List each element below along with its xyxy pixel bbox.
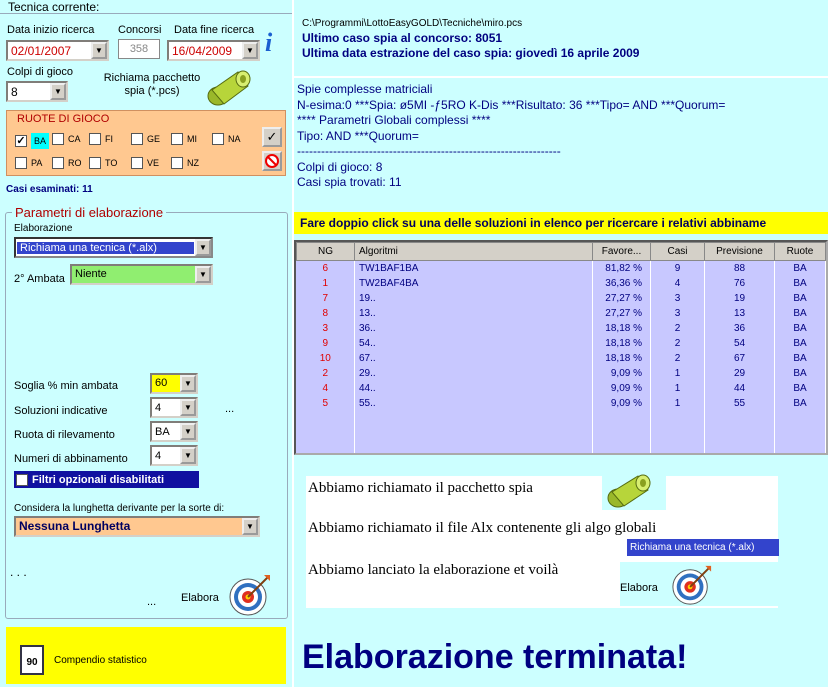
info-line: ------------------------------------------------------------------ <box>297 144 561 158</box>
ruota-rilevamento-label: Ruota di rilevamento <box>14 429 115 441</box>
table-cell: BA <box>775 381 826 396</box>
checkbox[interactable] <box>52 133 64 145</box>
table-cell <box>297 411 355 426</box>
lunghetta-label: Considera la lunghetta derivante per la sorte di: <box>14 503 225 514</box>
table-row[interactable] <box>297 321 826 336</box>
table-cell: 7 <box>297 291 355 306</box>
numeri-abbinamento-combo[interactable] <box>150 445 198 466</box>
table-cell: 54 <box>705 336 775 351</box>
table-cell: 13.. <box>355 306 593 321</box>
results-table[interactable] <box>296 242 826 455</box>
ambata2-combo[interactable] <box>70 264 213 285</box>
table-cell: 3 <box>297 321 355 336</box>
info-line: N-esima:0 ***Spia: ø5MI -ƒ5RO K-Dis ***Risultato: 36 ***Tipo= AND ***Quorum= <box>297 97 726 112</box>
table-cell: 4 <box>297 381 355 396</box>
ruota-checkbox-nz[interactable] <box>171 157 199 169</box>
table-cell <box>355 426 593 441</box>
note-2: Abbiamo richiamato il file Alx contenente gli algo globali <box>308 520 657 536</box>
table-cell: 9,09 % <box>593 366 651 381</box>
checkbox[interactable] <box>131 157 143 169</box>
ruota-checkbox-na[interactable] <box>212 133 241 145</box>
ruota-checkbox-to[interactable] <box>89 157 117 169</box>
table-cell: 18,18 % <box>593 351 651 366</box>
ruota-checkbox-fi[interactable] <box>89 133 113 145</box>
table-cell: BA <box>775 261 826 276</box>
chevron-down-icon[interactable]: ▼ <box>91 42 107 59</box>
table-cell <box>651 441 705 456</box>
table-cell: 76 <box>705 276 775 291</box>
filtri-checkbox[interactable] <box>16 474 28 486</box>
checkbox[interactable] <box>89 157 101 169</box>
table-cell: 81,82 % <box>593 261 651 276</box>
dots-2: ... <box>147 596 157 608</box>
data-fine-value: 16/04/2009 <box>172 43 233 58</box>
table-cell: BA <box>775 291 826 306</box>
ruota-checkbox-ve[interactable] <box>131 157 159 169</box>
ruota-label: FI <box>105 134 113 144</box>
chevron-down-icon[interactable]: ▼ <box>242 518 258 535</box>
ruote-title: RUOTE DI GIOCO <box>17 113 110 125</box>
table-cell <box>355 411 593 426</box>
final-message: Elaborazione terminata! <box>302 638 688 676</box>
table-cell: BA <box>775 321 826 336</box>
ruota-label: RO <box>68 158 82 168</box>
note-1-icon <box>602 470 666 510</box>
ruota-label: CA <box>68 134 81 144</box>
table-cell: 3 <box>651 306 705 321</box>
colpi-label: Colpi di gioco <box>7 66 74 78</box>
compendio-panel[interactable] <box>6 627 286 684</box>
numeri-abbinamento-value: 4 <box>155 449 162 462</box>
ultima-data: Ultima data estrazione del caso spia: giovedì 16 aprile 2009 <box>302 46 640 60</box>
instruction-text: Fare doppio click su una delle soluzioni in elenco per ricercare i relativi abbiname <box>300 216 767 230</box>
note-3-elabora-label: Elabora <box>620 582 658 594</box>
column-header[interactable]: Previsione <box>705 243 775 261</box>
soglia-value: 60 <box>152 375 180 392</box>
colpi-combo[interactable] <box>6 81 68 102</box>
table-cell: 55 <box>705 396 775 411</box>
ruote-box <box>6 110 286 176</box>
chevron-down-icon[interactable]: ▼ <box>180 423 196 440</box>
soluzioni-label: Soluzioni indicative <box>14 405 108 417</box>
table-row[interactable] <box>297 291 826 306</box>
soluzioni-combo[interactable] <box>150 397 198 418</box>
info-line: Tipo: AND ***Quorum= <box>297 128 419 143</box>
results-table-wrap[interactable] <box>294 240 828 455</box>
table-cell: 19.. <box>355 291 593 306</box>
ruota-label: NZ <box>187 158 199 168</box>
table-cell: TW2BAF4BA <box>355 276 593 291</box>
table-cell <box>593 441 651 456</box>
table-cell: 2 <box>297 366 355 381</box>
table-row[interactable] <box>297 276 826 291</box>
table-cell: 18,18 % <box>593 336 651 351</box>
chevron-down-icon[interactable]: ▼ <box>180 399 196 416</box>
table-row[interactable] <box>297 426 826 441</box>
table-cell: BA <box>775 336 826 351</box>
dots-1: . . . <box>10 565 27 579</box>
table-cell <box>651 411 705 426</box>
elabora-button[interactable] <box>228 573 272 617</box>
table-cell <box>593 411 651 426</box>
target-icon <box>670 564 714 606</box>
table-cell: 36 <box>705 321 775 336</box>
filtri-label: Filtri opzionali disabilitati <box>32 473 165 486</box>
column-header[interactable]: NG <box>297 243 355 261</box>
table-cell: 54.. <box>355 336 593 351</box>
soluzioni-more: ... <box>225 403 235 415</box>
table-cell: 29.. <box>355 366 593 381</box>
table-cell: BA <box>775 396 826 411</box>
table-body <box>297 261 826 456</box>
table-cell: 27,27 % <box>593 291 651 306</box>
info-line: Colpi di gioco: 8 <box>297 159 383 174</box>
table-cell: 2 <box>651 336 705 351</box>
info-line: Spie complesse matriciali <box>297 82 433 96</box>
richiama-label: Richiama pacchetto spia (*.pcs) <box>103 72 201 97</box>
column-header[interactable]: Algoritmi <box>355 243 593 261</box>
table-cell: 2 <box>651 351 705 366</box>
left-panel <box>0 0 292 687</box>
file-path: C:\Programmi\LottoEasyGOLD\Tecniche\miro.pcs <box>302 18 523 29</box>
filtri-toggle[interactable] <box>14 471 199 488</box>
checkbox[interactable] <box>89 133 101 145</box>
concorsi-field[interactable]: 358 <box>118 39 160 59</box>
table-row[interactable] <box>297 351 826 366</box>
table-row[interactable] <box>297 441 826 456</box>
section-title: Tecnica corrente: <box>8 0 100 14</box>
data-fine-label: Data fine ricerca <box>174 24 255 36</box>
table-row[interactable] <box>297 261 826 276</box>
table-cell: BA <box>775 276 826 291</box>
info-line: Casi spia trovati: 11 <box>297 175 402 189</box>
table-cell: 1 <box>651 381 705 396</box>
ruota-label: VE <box>147 158 160 168</box>
data-fine-combo[interactable] <box>167 40 260 61</box>
column-header[interactable]: Favore... <box>593 243 651 261</box>
data-inizio-label: Data inizio ricerca <box>7 24 95 36</box>
table-cell <box>705 441 775 456</box>
table-cell <box>297 426 355 441</box>
ruota-rilevamento-combo[interactable] <box>150 421 198 442</box>
note-3-elabora <box>620 562 778 606</box>
ruota-checkbox-ro[interactable] <box>52 157 82 169</box>
table-cell: 19 <box>705 291 775 306</box>
chevron-down-icon[interactable]: ▼ <box>180 447 196 464</box>
note-3: Abbiamo lanciato la elaborazione et voilà <box>308 562 559 578</box>
chevron-down-icon[interactable]: ▼ <box>50 83 66 100</box>
table-row[interactable] <box>297 381 826 396</box>
table-cell: TW1BAF1BA <box>355 261 593 276</box>
chevron-down-icon[interactable]: ▼ <box>242 42 258 59</box>
info-line: **** Parametri Globali complessi **** <box>297 113 491 127</box>
table-cell: 2 <box>651 321 705 336</box>
table-cell: 44.. <box>355 381 593 396</box>
notes-panel <box>306 476 778 608</box>
ruota-checkbox-ba[interactable] <box>15 133 49 149</box>
info-icon[interactable]: i <box>265 28 273 57</box>
table-cell <box>775 441 826 456</box>
pacchetto-icon <box>602 470 662 510</box>
parametri-title: Parametri di elaborazione <box>12 205 166 220</box>
lunghetta-combo[interactable] <box>14 516 260 537</box>
table-cell <box>705 426 775 441</box>
table-cell: 5 <box>297 396 355 411</box>
elabora-label: Elabora <box>181 592 219 604</box>
ruota-checkbox-pa[interactable] <box>15 157 42 169</box>
table-cell: 88 <box>705 261 775 276</box>
info-box <box>297 82 828 191</box>
table-cell: 4 <box>651 276 705 291</box>
check-all-button[interactable]: ✓ <box>262 127 282 147</box>
table-cell: 1 <box>297 276 355 291</box>
table-cell: BA <box>775 351 826 366</box>
table-cell: 9 <box>297 336 355 351</box>
compendio-label: Compendio statistico <box>54 655 147 666</box>
table-cell: 9,09 % <box>593 396 651 411</box>
header-divider <box>294 76 828 78</box>
table-row[interactable] <box>297 306 826 321</box>
table-cell: BA <box>775 306 826 321</box>
table-cell: 29 <box>705 366 775 381</box>
note-2-combo: Richiama una tecnica (*.alx) <box>627 539 779 556</box>
checkbox[interactable]: ✓ <box>16 135 26 147</box>
table-cell <box>593 426 651 441</box>
ruota-label: MI <box>187 134 197 144</box>
numeri-abbinamento-label: Numeri di abbinamento <box>14 453 128 465</box>
table-cell: 44 <box>705 381 775 396</box>
ruota-rilevamento-value: BA <box>155 425 170 438</box>
checkbox[interactable] <box>131 133 143 145</box>
table-cell <box>297 441 355 456</box>
table-cell: 9 <box>651 261 705 276</box>
checkbox[interactable] <box>52 157 64 169</box>
table-cell: 3 <box>651 291 705 306</box>
ruota-checkbox-ca[interactable] <box>52 133 81 145</box>
elaborazione-label: Elaborazione <box>14 223 73 234</box>
table-cell <box>355 441 593 456</box>
colpi-value: 8 <box>11 84 18 99</box>
lunghetta-value: Nessuna Lunghetta <box>16 518 242 535</box>
target-icon <box>228 573 272 617</box>
checkbox[interactable] <box>212 133 224 145</box>
table-row[interactable] <box>297 396 826 411</box>
table-cell: 36.. <box>355 321 593 336</box>
table-cell <box>775 411 826 426</box>
ruota-label: GE <box>147 134 161 144</box>
table-cell: 18,18 % <box>593 321 651 336</box>
elaborazione-combo[interactable] <box>14 237 213 258</box>
chevron-down-icon[interactable]: ▼ <box>195 239 211 256</box>
soglia-combo[interactable] <box>150 373 198 394</box>
casi-esaminati: Casi esaminati: 11 <box>6 184 93 195</box>
table-cell: 1 <box>651 366 705 381</box>
section-line <box>0 13 292 14</box>
column-header[interactable]: Ruote <box>775 243 826 261</box>
info-lines <box>297 82 828 191</box>
calendar-icon: 90 <box>20 645 44 675</box>
table-cell <box>651 426 705 441</box>
column-header[interactable]: Casi <box>651 243 705 261</box>
ruota-label: TO <box>105 158 118 168</box>
table-row[interactable] <box>297 411 826 426</box>
table-cell: 67 <box>705 351 775 366</box>
table-cell: 6 <box>297 261 355 276</box>
table-cell: 67.. <box>355 351 593 366</box>
table-cell: 1 <box>651 396 705 411</box>
ruota-label: BA <box>31 133 49 149</box>
checkbox[interactable] <box>171 157 183 169</box>
concorsi-label: Concorsi <box>118 24 162 36</box>
table-row[interactable] <box>297 366 826 381</box>
table-cell: BA <box>775 366 826 381</box>
table-header-row <box>297 243 826 261</box>
table-cell: 9,09 % <box>593 381 651 396</box>
clear-all-button[interactable] <box>262 151 282 171</box>
instruction-bar <box>294 212 828 234</box>
data-inizio-value: 02/01/2007 <box>11 43 72 58</box>
pacchetto-icon[interactable] <box>204 66 254 108</box>
soluzioni-value: 4 <box>155 401 162 414</box>
table-row[interactable] <box>297 336 826 351</box>
checkbox[interactable] <box>15 157 27 169</box>
ruota-label: PA <box>31 158 43 168</box>
table-cell: 55.. <box>355 396 593 411</box>
ambata2-label: 2° Ambata <box>14 273 65 285</box>
checkbox[interactable] <box>171 133 183 145</box>
soglia-label: Soglia % min ambata <box>14 380 118 392</box>
chevron-down-icon[interactable]: ▼ <box>195 266 211 283</box>
data-inizio-combo[interactable] <box>6 40 109 61</box>
table-cell: 8 <box>297 306 355 321</box>
table-cell: 13 <box>705 306 775 321</box>
table-cell <box>775 426 826 441</box>
table-cell: 27,27 % <box>593 306 651 321</box>
ultimo-caso: Ultimo caso spia al concorso: 8051 <box>302 31 503 45</box>
table-cell: 10 <box>297 351 355 366</box>
chevron-down-icon[interactable]: ▼ <box>180 375 196 392</box>
no-entry-icon <box>265 154 279 168</box>
note-1: Abbiamo richiamato il pacchetto spia <box>308 480 533 496</box>
table-cell: 36,36 % <box>593 276 651 291</box>
ruota-checkbox-mi[interactable] <box>171 133 197 145</box>
ruota-label: NA <box>228 134 241 144</box>
ambata2-value: Niente <box>72 266 195 283</box>
ruota-checkbox-ge[interactable] <box>131 133 160 145</box>
right-header <box>295 18 828 60</box>
elaborazione-value: Richiama una tecnica (*.alx) <box>17 242 194 254</box>
table-cell <box>705 411 775 426</box>
